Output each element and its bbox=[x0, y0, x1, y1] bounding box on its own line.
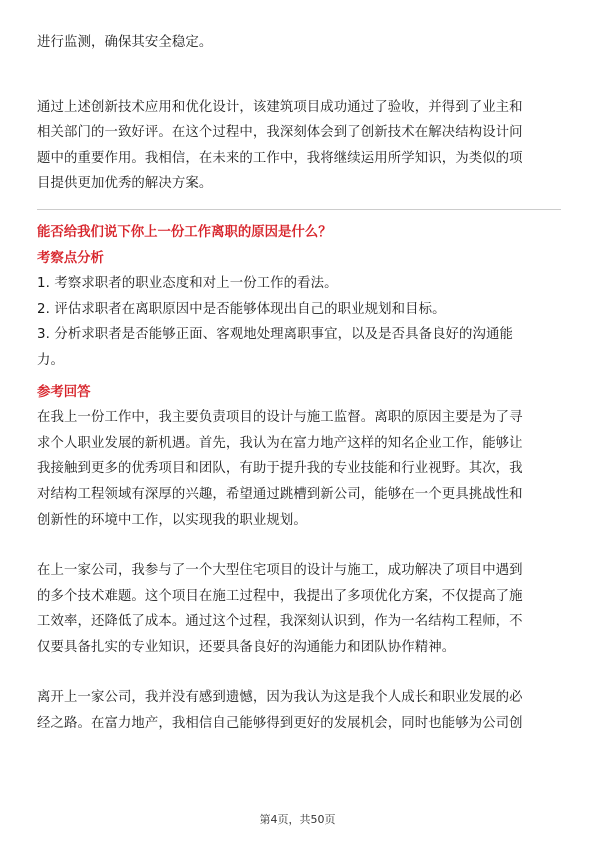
analysis-item: 2. 评估求职者在离职原因中是否能够体现出自己的职业规划和目标。 bbox=[37, 301, 446, 317]
body-text-line: 离开上一家公司，我并没有感到遗憾，因为我认为这是我个人成长和职业发展的必 bbox=[37, 690, 523, 706]
body-text-line: 在上一家公司，我参与了一个大型住宅项目的设计与施工，成功解决了项目中遇到 bbox=[37, 563, 523, 579]
body-text-line: 求个人职业发展的新机遇。首先，我认为在富力地产这样的知名企业工作，能够让 bbox=[37, 435, 523, 451]
document-page bbox=[37, 30, 561, 737]
section-divider bbox=[37, 209, 561, 210]
body-text-line: 仅要具备扎实的专业知识，还要具备良好的沟通能力和团队协作精神。 bbox=[37, 639, 456, 655]
answer-paragraph-2 bbox=[37, 558, 561, 660]
spacer bbox=[37, 533, 561, 558]
body-text-line: 对结构工程领域有深厚的兴趣，希望通过跳槽到新公司，能够在一个更具挑战性和 bbox=[37, 486, 523, 502]
page-number: 第4页，共50页 bbox=[259, 813, 336, 826]
body-text-line: 题中的重要作用。我相信，在未来的工作中，我将继续运用所学知识，为类似的项 bbox=[37, 150, 523, 166]
body-text-line: 工效率，还降低了成本。通过这个过程，我深刻认识到，作为一名结构工程师，不 bbox=[37, 614, 523, 630]
conclusion-paragraph bbox=[37, 95, 561, 197]
body-text-line: 的多个技术难题。这个项目在施工过程中，我提出了多项优化方案，不仅提高了施 bbox=[37, 588, 523, 604]
analysis-item: 力。 bbox=[37, 352, 64, 368]
spacer bbox=[37, 660, 561, 685]
body-text-line: 我接触到更多的优秀项目和团队，有助于提升我的专业技能和行业视野。其次，我 bbox=[37, 461, 523, 477]
body-text-line: 创新性的环境中工作，以实现我的职业规划。 bbox=[37, 512, 307, 528]
body-text-line: 经之路。在富力地产，我相信自己能够得到更好的发展机会，同时也能够为公司创 bbox=[37, 716, 523, 732]
body-text-line: 进行监测，确保其安全稳定。 bbox=[37, 35, 213, 50]
spacer bbox=[37, 56, 561, 95]
body-text-line: 通过上述创新技术应用和优化设计，该建筑项目成功通过了验收，并得到了业主和 bbox=[37, 99, 523, 115]
analysis-item: 3. 分析求职者是否能够正面、客观地处理离职事宜，以及是否具备良好的沟通能 bbox=[37, 327, 514, 343]
interview-question: 能否给我们说下你上一份工作离职的原因是什么？ bbox=[37, 224, 332, 240]
body-text-line: 相关部门的一致好评。在这个过程中，我深刻体会到了创新技术在解决结构设计问 bbox=[37, 125, 523, 141]
answer-paragraph-3 bbox=[37, 685, 561, 736]
analysis-list bbox=[37, 271, 561, 373]
body-text-line: 在我上一份工作中，我主要负责项目的设计与施工监督。离职的原因主要是为了寻 bbox=[37, 410, 523, 426]
analysis-heading: 考察点分析 bbox=[37, 250, 104, 266]
body-text-line: 目提供更加优秀的解决方案。 bbox=[37, 176, 213, 192]
answer-paragraph-1 bbox=[37, 405, 561, 533]
analysis-item: 1. 考察求职者的职业态度和对上一份工作的看法。 bbox=[37, 276, 338, 292]
answer-heading: 参考回答 bbox=[37, 384, 91, 400]
